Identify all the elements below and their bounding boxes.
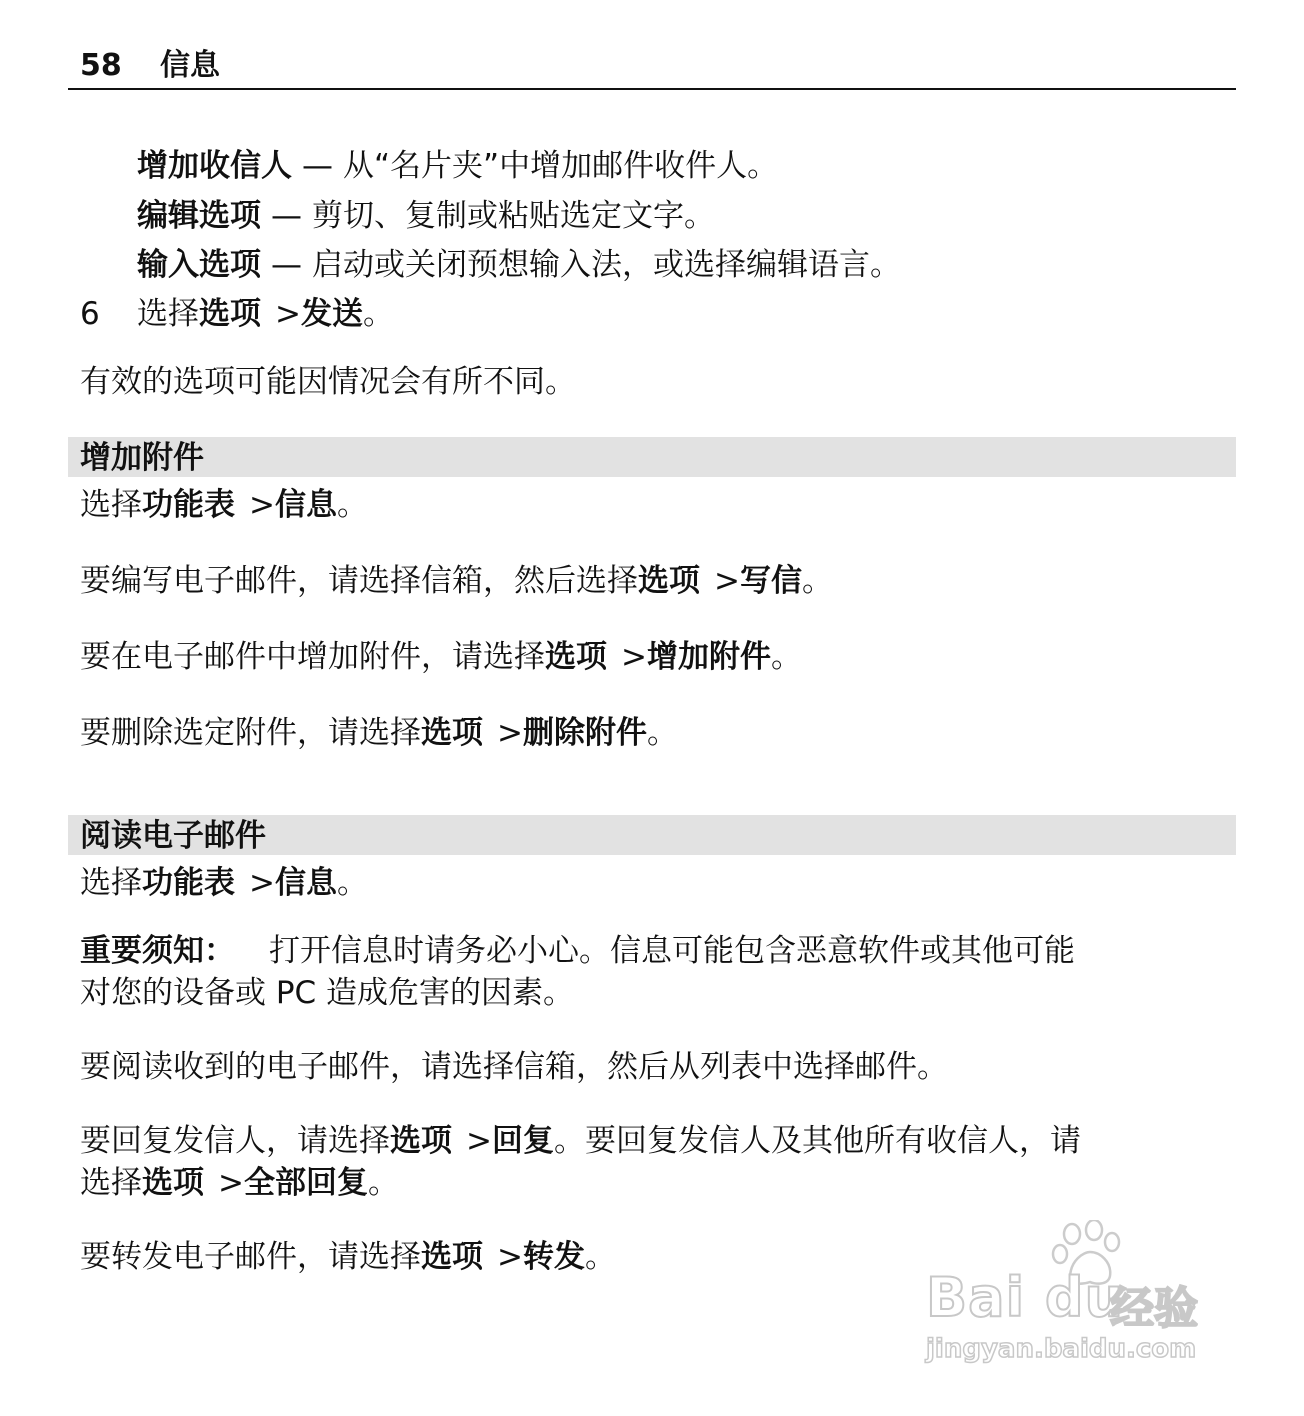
path-separator: > (249, 487, 275, 523)
paragraph-text: 选择 (80, 1165, 142, 1201)
menu-path-add-attachment: 增加附件 (646, 639, 771, 675)
warning-text: 打开信息时请务必小心。信息可能包含恶意软件或其他可能 (269, 933, 1075, 969)
warning-label: 重要须知： (80, 933, 235, 969)
menu-path-reply-all: 全部回复 (243, 1165, 368, 1201)
reply-line-1 (80, 1120, 1230, 1162)
chapter-title: 信息 (160, 48, 220, 83)
page-number: 58 (80, 48, 122, 83)
em-dash: — (271, 198, 302, 234)
paragraph-forward (80, 1237, 616, 1277)
menu-path-delete-attachment: 删除附件 (522, 715, 647, 751)
section-title-read-email: 阅读电子邮件 (80, 818, 266, 854)
menu-path-options: 选项 (199, 296, 261, 332)
reply-line-2 (80, 1162, 1230, 1204)
step-text: 选择 (137, 296, 199, 332)
page-header (68, 44, 1236, 90)
punctuation: 。 (801, 563, 833, 599)
warning-line-1 (80, 930, 1230, 972)
path-separator: > (466, 1123, 492, 1159)
punctuation: 。 (336, 487, 368, 523)
section-heading-band (68, 437, 1236, 477)
menu-path-messaging: 信息 (274, 865, 337, 901)
paragraph-text: 要删除选定附件，请选择 (80, 715, 421, 751)
em-dash: — (271, 247, 302, 283)
punctuation: 。 (367, 1165, 399, 1201)
baidu-jingyan-watermark (920, 1220, 1230, 1370)
punctuation: 。 (584, 1239, 616, 1275)
step-number: 6 (80, 296, 100, 332)
path-separator: > (497, 1239, 523, 1275)
option-add-recipient (137, 146, 778, 186)
warning-line-2: 对您的设备或 PC 造成危害的因素。 (80, 975, 575, 1011)
menu-path-menu: 功能表 (142, 487, 235, 523)
menu-path-options: 选项 (390, 1123, 452, 1159)
path-separator: > (275, 296, 301, 332)
punctuation: 。 (770, 639, 802, 675)
menu-path-options: 选项 (421, 715, 483, 751)
paragraph-text: 要编写电子邮件，请选择信箱，然后选择 (80, 563, 638, 599)
option-description: 启动或关闭预想输入法，或选择编辑语言。 (312, 247, 901, 283)
option-term: 增加收信人 (137, 148, 292, 184)
instruction-text: 选择 (80, 865, 142, 901)
path-separator: > (714, 563, 740, 599)
paragraph-text: 要在电子邮件中增加附件，请选择 (80, 639, 545, 675)
watermark-brand: Bai du (926, 1266, 1125, 1329)
path-separator: > (218, 1165, 244, 1201)
paragraph-write-email (80, 561, 833, 601)
option-edit (137, 196, 715, 236)
menu-path-menu: 功能表 (142, 865, 235, 901)
watermark-brand-cn: 经验 (1110, 1283, 1198, 1334)
path-separator: > (497, 715, 523, 751)
paragraph-read-email: 要阅读收到的电子邮件，请选择信箱，然后从列表中选择邮件。 (80, 1049, 948, 1085)
menu-path-options: 选项 (142, 1165, 204, 1201)
option-input (137, 245, 901, 285)
paragraph-reply (80, 1120, 1230, 1204)
paragraph-text: 要转发电子邮件，请选择 (80, 1239, 421, 1275)
section-title-add-attachment: 增加附件 (80, 440, 204, 476)
punctuation: 。 (336, 865, 368, 901)
punctuation: 。 (362, 296, 394, 332)
menu-path-reply: 回复 (491, 1123, 554, 1159)
menu-path-options: 选项 (638, 563, 700, 599)
option-description: 从“名片夹”中增加邮件收件人。 (343, 148, 779, 184)
paragraph-add-attachment (80, 637, 802, 677)
em-dash: — (302, 148, 333, 184)
instruction-text: 选择 (80, 487, 142, 523)
watermark-url: jingyan.baidu.com (926, 1334, 1197, 1364)
section-heading-band (68, 815, 1236, 855)
warning-notice (80, 930, 1230, 1014)
option-term: 输入选项 (137, 247, 261, 283)
menu-path-messaging: 信息 (274, 487, 337, 523)
paragraph-text: 要回复发信人，请选择 (80, 1123, 390, 1159)
path-separator: > (621, 639, 647, 675)
punctuation: 。 (646, 715, 678, 751)
path-separator: > (249, 865, 275, 901)
note-available-options: 有效的选项可能因情况会有所不同。 (80, 364, 576, 400)
paragraph-text: 。要回复发信人及其他所有收信人，请 (553, 1123, 1081, 1159)
option-description: 剪切、复制或粘贴选定文字。 (312, 198, 715, 234)
menu-path-options: 选项 (545, 639, 607, 675)
menu-instruction (80, 485, 368, 525)
paragraph-delete-attachment (80, 713, 678, 753)
menu-path-write: 写信 (739, 563, 802, 599)
menu-path-forward: 转发 (522, 1239, 585, 1275)
step-send (137, 294, 394, 334)
option-term: 编辑选项 (137, 198, 261, 234)
menu-path-send: 发送 (300, 296, 363, 332)
menu-path-options: 选项 (421, 1239, 483, 1275)
menu-instruction (80, 863, 368, 903)
